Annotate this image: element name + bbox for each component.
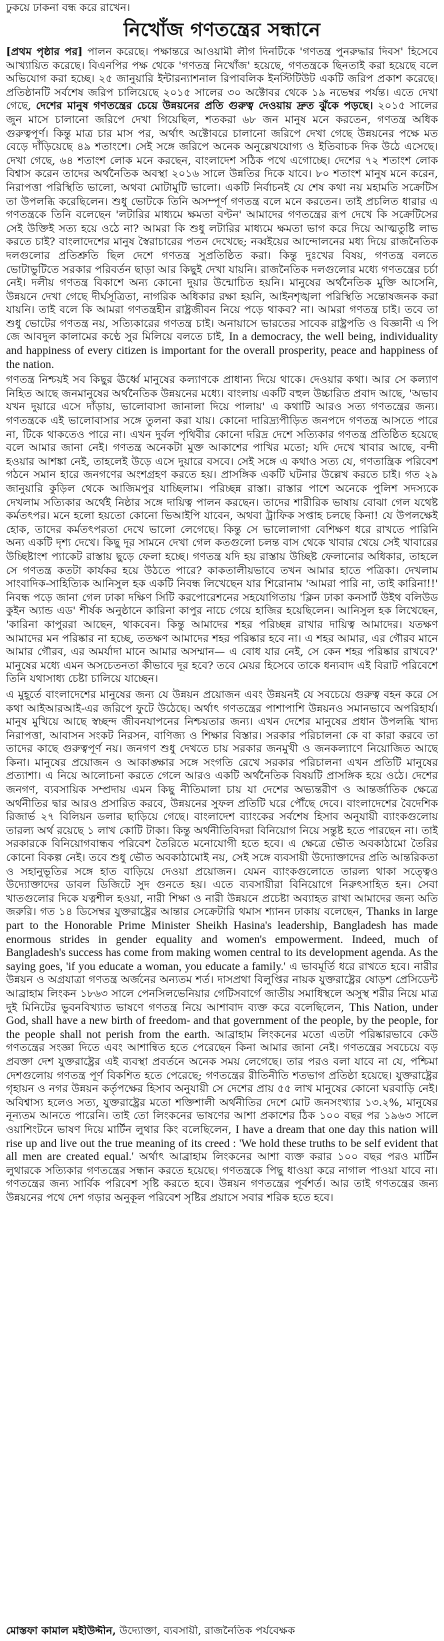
- paragraph-text: ২০১৫ সালের জুন মাসে চালানো জরিপে দেখা গিয়েছিল, শতকরা ৬৮ জন মানুষ মনে করতেন, গণতন্ত্র অধিক গুরুত্বপূর্ণ। কিন্তু মাত্র চার মাস পর, অর্থাৎ অক্টোবরে চালানো জরিপে দেখা গেছে উন্নয়নের পক্ষে মত বেড়ে দাঁড়িয়েছে ৪৯ শতাংশে। সেই সঙ্গে জরিপে অনেক অনুল্লেখযোগ্য ও ইতিবাচক দিক উঠে এসেছে। দেখা গেছে, ৬৪ শতাংশ লোক মনে করছেন, বাংলাদেশ সঠিক পথে এগোচ্ছে। দেশের ৭২ শতাংশ লোক বিশ্বাস করেন তাদের অর্থনৈতিক অবস্থা ২০১৬ সালে উন্নতির দিকে যাবে। ৮০ শতাংশ মানুষ মনে করেন, নিরাপত্তা পরিস্থিতি ভালো, অথবা মোটামুটি ভালো। একটি নির্বাচনই যে শেষ কথা নয় মহামতি সক্রেটিস তা উপলব্ধি করেছিলেন। শুধু ভোটকে তিনি অসম্পূর্ণ গণতন্ত্র বলে মনে করতেন। তাই প্রচলিত ধারার এ গণতন্ত্রকে তিনি বলেছেন 'লটারির মাধ্যমে ক্ষমতা বণ্টন' আমাদের গণতন্ত্রের রূপ দেখে কি সক্রেটিসের সেই উক্তিই সত্য হয়ে ওঠে না? আমরা কি শুধু লটারির মাধ্যমে ক্ষমতা ভাগ করে দিয়ে আত্মতুষ্টি লাভ করতে চাই? বাংলাদেশের মানুষ স্বৈরাচারের পতন দেখেছে; নব্বইয়ের আন্দোলনের মধ্য দিয়ে রাজনৈতিক দলগুলোর প্রতিশ্রুতি ছিল দেশে গণতন্ত্র সুপ্রতিষ্ঠিত করা। কিন্তু দুঃখের বিষয়, গণতন্ত্র বলতে ভোটাভুটিতে সরকার পরিবর্তন ছাড়া আর কিছুই দেখা যায়নি। রাজনৈতিক দলগুলোর মধ্যে গণতন্ত্রের চর্চা নেই। দলীয় গণতন্ত্র বিকাশে অন্য কোনো দুয়ার উন্মোচিত হয়নি। মানুষের অর্থনৈতিক মুক্তি আসেনি, উন্নয়নে দেখা গেছে দীর্ঘসূত্রিতা, নাগরিক অধিকার রক্ষা হয়নি, আইনশৃঙ্খলা পরিস্থিতি সন্তোষজনক করা যায়নি। তাই বলে কি আমরা গণতন্ত্রহীন রাষ্ট্রজীবন নিয়ে পড়ে থাকব? না। আমরা গণতন্ত্র চাই। তবে তা শুধু ভোটের গণতন্ত্র নয়, সত্যিকারের গণতন্ত্র চাই। অনায়াসে ভারতের সাবেক রাষ্ট্রপতি ও বিজ্ঞানী এ পি জে আবদুল কালামের কণ্ঠে সুর মিলিয়ে বলতে চাই,: [6, 100, 438, 344]
- article-body: [6, 46, 438, 1634]
- paragraph-text: এ মুহূর্তে বাংলাদেশের মানুষের জন্য যে উন্নয়ন প্রয়োজন এবং উন্নয়নই যে সবচেয়ে গুরুত্ব বহন করে সে কথা আইআরআই-এর জরিপে ফুটে উঠেছে। অর্থাৎ গণতন্ত্রের পাশাপাশি উন্নয়নও সমানভাবে অপরিহার্য। মানুষ মুখিয়ে আছে স্বচ্ছন্দ জীবনযাপনের নিশ্চয়তার জন্য। এখন দেশের মানুষের প্রধান উপলব্ধি খাদ্য নিরাপত্তা, আবাসন সংকট নিরসন, বাণিজ্য ও শিক্ষার বিস্তার। সরকার পরিচালনা কে বা কারা করবে তা তাদের কাছে গুরুত্বপূর্ণ নয়। জনগণ শুধু দেখতে চায় সরকার জনমুখী ও জনকল্যাণে নিয়োজিত আছে কিনা। মানুষের প্রয়োজন ও আকাঙ্ক্ষার সঙ্গে সংগতি রেখে সরকার পরিচালনা এখন প্রতিটি মানুষের প্রত্যাশা। এ নিয়ে আলোচনা করতে গেলে আরও একটি অর্থনৈতিক বিষয়টি প্রাসঙ্গিক হয়ে ওঠে। দেশের জনগণ, ব্যবসায়িক সম্প্রদায় এমন কিছু নীতিমালা চায় যা দেশের অভ্যন্তরীণ ও আন্তর্জাতিক ক্ষেত্রে অর্থনীতির দ্বার আরও প্রসারিত করবে, উন্নয়নের সুফল প্রতিটি ঘরে পৌঁছে দেবে। বাংলাদেশের বৈদেশিক রিজার্ভ ২৭ বিলিয়ন ডলার ছাড়িয়ে গেছে। বাংলাদেশ ব্যাংকের সর্বশেষ হিসাব অনুযায়ী ব্যাংকগুলোয় তারল্য অর্থ রয়েছে ১ লাখ কোটি টাকা। কিন্তু অর্থনীতিবিদরা বিনিয়োগ নিয়ে সন্তুষ্ট হতে পারছেন না। তাই সরকারকে বিনিয়োগবান্ধব পরিবেশ তৈরিতে মনোযোগী হতে হবে। এ ক্ষেত্রে ভৌত অবকাঠামো তৈরির কোনো বিকল্প নেই। তবে শুধু ভৌত অবকাঠামোই নয়, সেই সঙ্গে ব্যবসায়ী উদ্যোক্তাদের প্রতি আন্তরিকতা ও সহানুভূতির সঙ্গে হাত বাড়িয়ে দেওয়া প্রয়োজন। যেমন ব্যাংকগুলোতে তারল্য থাকা সত্ত্বেও উদ্যোক্তাদের ডাবল ডিজিটে সুদ গুনতে হয়। এতে ব্যবসায়ীরা বিনিয়োগে নিরুৎসাহিত হন। সেবা খাতগুলোর দিকে যত্নশীল হওয়া, নারী শিক্ষা ও নারী উন্নয়নে প্রচেষ্টা অব্যাহত রাখা আমাদের জন্য অতি জরুরি। গত ১৪ ডিসেম্বর যুক্তরাষ্ট্রের আন্তার সেক্রেটারি থমাস শ্যানন ঢাকায় বলেছেন,: [6, 688, 438, 919]
- english-quote: I have a dream that one day this nation will rise up and live out the true meaning of its creed : 'We hold these truths to be self evident that all men are created equal.': [6, 1123, 438, 1164]
- paragraph-2: [6, 374, 438, 687]
- highlight-text: দেশের মানুষ গণতন্ত্রের চেয়ে উন্নয়নের প্রতি গুরুত্ব দেওয়ায় দ্রুত ঝুঁকে পড়ছে।: [35, 100, 374, 113]
- english-quote: In a democracy, the well being, individuality and happiness of every citizen is important for the overall prosperity, peace and happiness of the nation.: [6, 331, 438, 371]
- headline: নিখোঁজ গণতন্ত্রের সন্ধানে: [123, 19, 321, 41]
- author-name: মোস্তফা কামাল মহীউদ্দীন,: [6, 1625, 117, 1637]
- paragraph-1: [6, 46, 438, 372]
- paragraph-3: [6, 689, 438, 1206]
- english-quote: Thanks in large part to the Honorable Prime Minister Sheikh Hasina's leadership, Bangladesh has made enormous strides in gender equality and women's empowerment. Indeed, much of Bangladesh's success has come from making women central to its development agenda. As the saying goes, 'if you educate a woman, you educate a family.': [6, 906, 438, 973]
- english-quote: This Nation, under God, shall have a new birth of freedom- and that government of the people, by the people, for the people shall not perish from the earth.: [6, 1001, 438, 1041]
- paragraph-text: এ ভাবমূর্তি ধরে রাখতে হবে। নারীর উন্নয়ন ও অগ্রযাত্রা গণতন্ত্র অর্জনের অন্যতম শর্ত। দাসপ্রথা বিলুপ্তির নায়ক যুক্তরাষ্ট্রের ষোড়শ প্রেসিডেন্ট আব্রাহাম লিংকন ১৮৬৩ সালে পেনসিলভেনিয়ার গেটিসবার্গে জাতীয় সমাধিস্থলে অসুস্থ শরীর নিয়ে মাত্র দুই মিনিটের ভুবনবিখ্যাত ভাষণে গণতন্ত্র নিয়ে আশাবাদ ব্যক্ত করে বলেছিলেন,: [6, 960, 438, 1014]
- paragraph-text: আব্রাহাম লিংকনের মতো এতটা পরিষ্কারভাবে কেউ গণতন্ত্রের সংজ্ঞা দিতে এবং আশান্বিত হতে পেরেছেন কিনা আমার জানা নেই। গণতন্ত্রের সবচেয়ে বড় প্রবক্তা দেশ যুক্তরাষ্ট্রের এই ব্যবস্থা প্রবর্তনে অনেক সময় লেগেছে। তার পরও বলা যাবে না যে, পশ্চিমা দেশগুলোয় গণতন্ত্র পূর্ণ বিকশিত হতে পেরেছে; গণতন্ত্রের রীতিনীতি শতভাগ প্রতিষ্ঠা হয়েছে। যুক্তরাষ্ট্রের গৃহায়ন ও নগর উন্নয়ন কর্তৃপক্ষের হিসাব অনুযায়ী সে দেশের প্রায় ৫৫ লাখ মানুষের কোনো ঘরবাড়ি নেই। অবিশ্বাস্য হলেও সত্য, যুক্তরাষ্ট্রের মতো শক্তিশালী অর্থনীতির দেশে মোট জনসংখ্যার ১৩.২%, মানুষের নূন্যতম আনতে পারেনি। তাই তো লিংকনের ভাষণের আশা প্রকাশের ঠিক ১০০ বছর পর ১৯৬৩ সালে ওয়াশিংটনে ভাষণ দিয়ে মার্টিন লুথার কিং বলেছিলেন,: [6, 1028, 438, 1136]
- paragraph-text: অর্থাৎ আব্রাহাম লিংকনের আশা ব্যক্ত করার ১০০ বছর পরও মার্টিন লুথারকে সত্যিকার গণতন্ত্রের সন্ধান করতে হয়েছে। গণতন্ত্রকে পিছু ধাওয়া করে নাগাল পাওয়া যাবে না। গণতন্ত্রের জন্য সার্বিক পরিবেশ সৃষ্টি করতে হবে। উন্নয়ন গণতন্ত্রের পূর্বশর্ত। আর তাই গণতন্ত্রের জন্য উন্নয়নের পথে দেশ গড়ার অনুকূল পরিবেশ সৃষ্টির প্রয়াসে সবার শরিক হতে হবে।: [6, 1151, 438, 1204]
- previous-article-tail: ঢুকয়ে ঢাকনা বন্ধ করে রাখেন।: [6, 2, 131, 14]
- byline: [6, 1625, 438, 1638]
- paragraph-text: পালন করেছে। পক্ষান্তরে আওয়ামী লীগ দিনটিকে 'গণতন্ত্র পুনরুদ্ধার দিবস' হিসেবে আখ্যায়িত করেছে। বিএনপির পক্ষ থেকে 'গণতন্ত্র নিখোঁজ' হয়েছে, গণতন্ত্রকে ছিনতাই করা হয়েছে বলে অভিযোগ করা হচ্ছে। ২৫ জানুয়ারি ইন্টারন্যাশনাল রিপাবলিক ইনস্টিটিউট একটি জরিপ প্রকাশ করেছে। প্রতিষ্ঠানটি সর্বশেষ জরিপ চালিয়েছে ২০১৫ সালের ৩০ অক্টোবর থেকে ১৯ নভেম্বর পর্যন্ত। এতে দেখা গেছে,: [6, 46, 438, 113]
- paragraph-text: গণতন্ত্র নিশ্চয়ই সব কিছুর ঊর্ধ্বে মানুষের কল্যাণকে প্রাধান্য দিয়ে থাকে। দেওয়ার কথা। আর সে কল্যাণ নিহিত আছে জনমানুষের অর্থনৈতিক উন্নয়নের মধ্যে। বাংলায় একটি বহুল উচ্চারিত প্রবাদ আছে, 'অভাব যখন দুয়ারে এসে দাঁড়ায়, ভালোবাসা জানালা দিয়ে পালায়' এ কথাটি আরও সত্য গণতন্ত্রের জন্য। গণতন্ত্রকে এই ভালোবাসার সঙ্গে তুলনা করা যায়। কোনো দারিদ্র্যপীড়িত জনপদে গণতন্ত্র আসতে পারে না, টিকে থাকতেও পারে না। এখন দুর্বল পৃথিবীর কোনো দরিদ্র দেশে সত্যিকার গণতন্ত্র প্রতিষ্ঠিত হয়েছে বলে আমার জানা নেই। গণতন্ত্র অনেকটা মুক্ত আকাশের পাখির মতো; যদি দেখে খাবার আছে, বন্দী হওয়ার আশঙ্কা নেই, তাহলেই উড়ে এসে দুয়ারে বসবে। সেই সঙ্গে এ কথাও সত্য যে, গণতান্ত্রিক পরিবেশ গঠনে সমান হারে জনগণের অংশগ্রহণ করতে হয়। প্রাসঙ্গিক একটি ঘটনার উল্লেখ করতে চাই। গত ২৯ জানুয়ারি কুড়িল থেকে আজিমপুর যাচ্ছিলাম। পরিচ্ছন্ন রাস্তা। রাস্তার পাশে অনেকে পুলিশ সদস্যকে দেখলাম সত্যিকার অর্থেই নিষ্ঠার সঙ্গে দায়িত্ব পালন করছেন। তাদের শারীরিক ভাষায় বোঝা গেল যথেষ্ট কর্মতৎপর। মনে হলো হয়তো কোনো ভিআইপি যাবেন, অথবা ট্রাফিক সপ্তাহ চলছে কিনা! যে উপলক্ষেই হোক, তাদের কর্মতৎপরতা দেখে ভালো লেগেছে। কিন্তু সে ভালোলাগা বেশিক্ষণ ধরে রাখতে পারিনি অন্য একটি দৃশ্য দেখে। কিছু দূর সামনে দেখা গেল কতগুলো চলন্ত বাস থেকে খাবার খেয়ে সেই খাবারের উচ্ছিষ্টাংশ প্যাকেট রাস্তায় ছুড়ে ফেলা হচ্ছে। গণতন্ত্র যদি হয় রাস্তায় উচ্ছিষ্ট ফেলানোর অধিকার, তাহলে সে গণতন্ত্র কতটা কার্যকর হয়ে উঠতে পারে? কাকতালীয়ভাবে তখন আমার হাতে পত্রিকা। দেখলাম সাংবাদিক-সাহিত্যিক আনিসুল হক একটি নিবন্ধ লিখেছেন যার শিরোনাম 'আমরা পারি না, তাই কারিনা!!' নিবন্ধ পড়ে জানা গেল ঢাকা দক্ষিণ সিটি করপোরেশনের সহযোগিতায় 'ক্লিন ঢাকা কনসার্ট উইথ বলিউড কুইন অ্যান্ড এড' শীর্ষক অনুষ্ঠানে কারিনা কাপুর নাচে গেয়ে হাজির হয়েছিলেন। আনিসুল হক লিখেছেন, 'কারিনা কাপুররা আছেন, থাকবেন। কিন্তু আমাদের শহর পরিচ্ছন্ন রাখার দায়িত্ব আমাদের। যতক্ষণ আমাদের মন পরিষ্কার না হচ্ছে, ততক্ষণ আমাদের শহর পরিষ্কার হবে না। এ শহর আমার, এর গৌরব মানে আমার গৌরব, এর অমর্যাদা মানে আমার অসম্মান— এ বোধ যার নেই, সে কেন শহর পরিষ্কার রাখবে?' মানুষের মধ্যে এমন অসচেতনতা কীভাবে দূর হবে? তবে মেয়র হিসেবে তাকে ধন্যবাদ এই বিরাট পরিবেশে তিনি যথাসাধ্য চেষ্টা চালিয়ে যাচ্ছেন।: [6, 374, 438, 686]
- continued-label: [প্রথম পৃষ্ঠার পর]: [6, 46, 83, 58]
- author-role: উদ্যোক্তা, ব্যবসায়ী, রাজনৈতিক পর্যবেক্ষক: [116, 1625, 295, 1637]
